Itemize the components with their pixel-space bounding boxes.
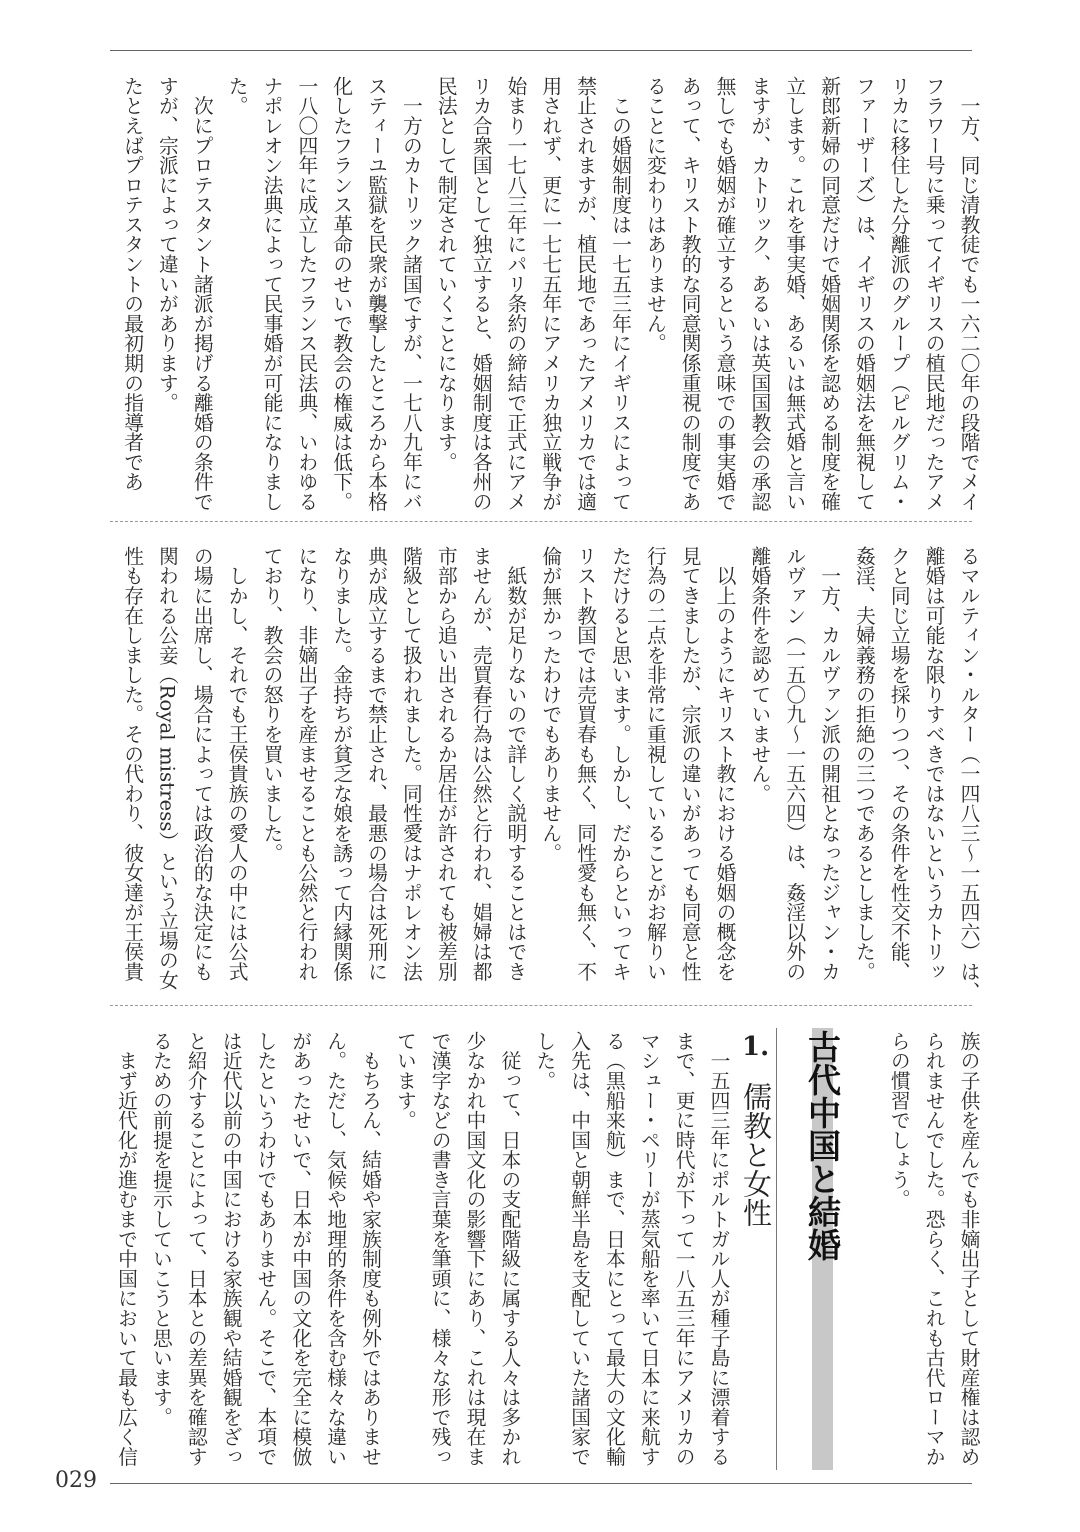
text-column: と紹介することによって、日本との差異を確認す bbox=[184, 1031, 208, 1467]
text-column: すが、宗派によって違いがあります。 bbox=[155, 76, 179, 413]
top-rule bbox=[110, 50, 972, 51]
text-column: もちろん、結婚や家族制度も例外ではありませ bbox=[358, 1031, 382, 1467]
text-column: になり、非嫡出子を産ませることも公然と行われ bbox=[294, 546, 318, 982]
text-column: 一八〇四年に成立したフランス民法典、いわゆる bbox=[294, 76, 318, 512]
text-column: ており、教会の怒りを買いました。 bbox=[260, 546, 283, 863]
text-column: 離婚条件を認めていません。 bbox=[747, 546, 771, 804]
text-column: 行為の二点を非常に重視していることがお解りい bbox=[643, 546, 667, 982]
text-column: 立します。これを事実婚、あるいは無式婚と言い bbox=[782, 76, 806, 512]
text-column: 一方のカトリック諸国ですが、一七八九年にバ bbox=[399, 76, 423, 512]
text-column: しかし、それでも王侯貴族の愛人の中には公式 bbox=[225, 546, 249, 982]
text-column: 一方、同じ清教徒でも一六二〇年の段階でメイ bbox=[957, 76, 980, 512]
text-column: ナポレオン法典によって民事婚が可能になりまし bbox=[260, 76, 283, 512]
text-column: この婚姻制度は一七五三年にイギリスによって bbox=[608, 76, 632, 512]
text-column: ファーザーズ）は、イギリスの婚姻法を無視して bbox=[852, 76, 876, 512]
text-column: 離婚は可能な限りすべきではないというカトリッ bbox=[922, 546, 946, 982]
heading-divider bbox=[776, 1028, 777, 1470]
text-column: た。 bbox=[225, 76, 249, 116]
text-column: した。 bbox=[532, 1031, 556, 1091]
text-column: リカに移住した分離派のグループ（ピルグリム・ bbox=[887, 76, 911, 512]
text-column: 民法として制定されていくことになります。 bbox=[434, 76, 458, 472]
text-column: は近代以前の中国における家族観や結婚観をざっ bbox=[219, 1031, 243, 1467]
text-column: があったせいで、日本が中国の文化を完全に模倣 bbox=[288, 1031, 312, 1467]
text-column: ることに変わりはありません。 bbox=[643, 76, 667, 354]
text-column: 次にプロテスタント諸派が掲げる離婚の条件で bbox=[190, 76, 214, 512]
text-column: マシュー・ペリーが蒸気船を率いて日本に来航す bbox=[637, 1031, 661, 1467]
text-column: たとえばプロテスタントの最初期の指導者であ bbox=[120, 76, 144, 492]
text-column: られませんでした。恐らく、これも古代ローマか bbox=[922, 1031, 946, 1467]
text-column: スティーユ監獄を民衆が襲撃したところから本格 bbox=[364, 76, 388, 512]
text-column: 入先は、中国と朝鮮半島を支配していた諸国家で bbox=[567, 1031, 591, 1467]
text-column: 一五四三年にポルトガル人が種子島に漂着する bbox=[707, 1031, 730, 1467]
text-column: ますが、カトリック、あるいは英国国教会の承認 bbox=[747, 76, 771, 512]
text-column: 従って、日本の支配階級に属する人々は多かれ bbox=[497, 1031, 521, 1467]
text-column: まず近代化が進むまで中国において最も広く信 bbox=[114, 1031, 138, 1467]
text-column: 少なかれ中国文化の影響下にあり、これは現在ま bbox=[463, 1031, 487, 1467]
text-column: リスト教国では売買春も無く、同性愛も無く、不 bbox=[573, 546, 597, 982]
text-column: ませんが、売買春行為は公然と行われ、娼婦は都 bbox=[469, 546, 493, 982]
text-column: 化したフランス革命のせいで教会の権威は低下。 bbox=[329, 76, 353, 512]
text-column: 無しでも婚姻が確立するという意味での事実婚で bbox=[713, 76, 737, 512]
chapter-heading: 古代中国と結婚 bbox=[803, 1030, 842, 1261]
text-column: ん。ただし、気候や地理的条件を含む様々な違い bbox=[323, 1031, 347, 1467]
text-column: 以上のようにキリスト教における婚姻の概念を bbox=[713, 546, 737, 982]
text-column: クと同じ立場を採りつつ、その条件を性交不能、 bbox=[887, 546, 911, 982]
tier-divider bbox=[110, 521, 972, 522]
tier-divider bbox=[110, 1005, 972, 1006]
bottom-rule bbox=[110, 1483, 972, 1484]
text-column: 階級として扱われました。同性愛はナポレオン法 bbox=[399, 546, 423, 982]
text-column: 見てきましたが、宗派の違いがあっても同意と性 bbox=[678, 546, 702, 982]
text-column: 禁止されますが、植民地であったアメリカでは適 bbox=[573, 76, 597, 512]
text-column: フラワー号に乗ってイギリスの植民地だったアメ bbox=[922, 76, 946, 512]
text-column: 一方、カルヴァン派の開祖となったジャン・カ bbox=[817, 546, 841, 982]
text-column: リカ合衆国として独立すると、婚姻制度は各州の bbox=[469, 76, 493, 512]
subsection-title: 儒教と女性 bbox=[739, 1082, 773, 1227]
text-column: の場に出席し、場合によっては政治的な決定にも bbox=[190, 546, 214, 982]
text-column: ルヴァン（一五〇九〜一五六四）は、姦淫以外の bbox=[782, 546, 806, 982]
text-column: 倫が無かったわけでもありません。 bbox=[538, 546, 562, 863]
text-column: 始まり一七八三年にパリ条約の締結で正式にアメ bbox=[503, 76, 527, 512]
text-column: 紙数が足りないので詳しく説明することはでき bbox=[503, 546, 527, 982]
text-column: なりました。金持ちが貧乏な娘を誘って内縁関係 bbox=[329, 546, 353, 982]
text-column: したというわけでもありません。そこで、本項で bbox=[253, 1031, 277, 1467]
text-column: ています。 bbox=[393, 1031, 417, 1130]
text-column: 用されず、更に一七七五年にアメリカ独立戦争が bbox=[538, 76, 562, 512]
text-column: 関われる公妾（Royal mistress）という立場の女 bbox=[155, 546, 179, 990]
text-column: 姦淫、夫婦義務の拒絶の三つであるとしました。 bbox=[852, 546, 876, 982]
text-column: るための前提を提示していこうと思います。 bbox=[149, 1031, 173, 1427]
text-column: 典が成立するまで禁止され、最悪の場合は死刑に bbox=[364, 546, 388, 982]
subsection-number: 1. bbox=[742, 1032, 770, 1062]
text-column: らの慣習でしょう。 bbox=[887, 1031, 911, 1210]
text-column: まで、更に時代が下って一八五三年にアメリカの bbox=[672, 1031, 696, 1467]
text-column: あって、キリスト教的な同意関係重視の制度であ bbox=[678, 76, 702, 512]
text-column: 族の子供を産んでも非嫡出子として財産権は認め bbox=[957, 1031, 980, 1467]
text-column: 市部から追い出されるか居住が許されても被差別 bbox=[434, 546, 458, 982]
text-column: るマルティン・ルター（一四八三〜一五四六）は、 bbox=[957, 546, 980, 1002]
page-number: 029 bbox=[55, 1468, 97, 1493]
text-column: 性も存在しました。その代わり、彼女達が王侯貴 bbox=[120, 546, 144, 982]
text-column: で漢字などの書き言葉を筆頭に、様々な形で残っ bbox=[428, 1031, 452, 1467]
text-column: 新郎新婦の同意だけで婚姻関係を認める制度を確 bbox=[817, 76, 841, 512]
text-column: る（黒船来航）まで、日本にとって最大の文化輸 bbox=[602, 1031, 626, 1467]
text-column: ただけると思います。しかし、だからといってキ bbox=[608, 546, 632, 982]
